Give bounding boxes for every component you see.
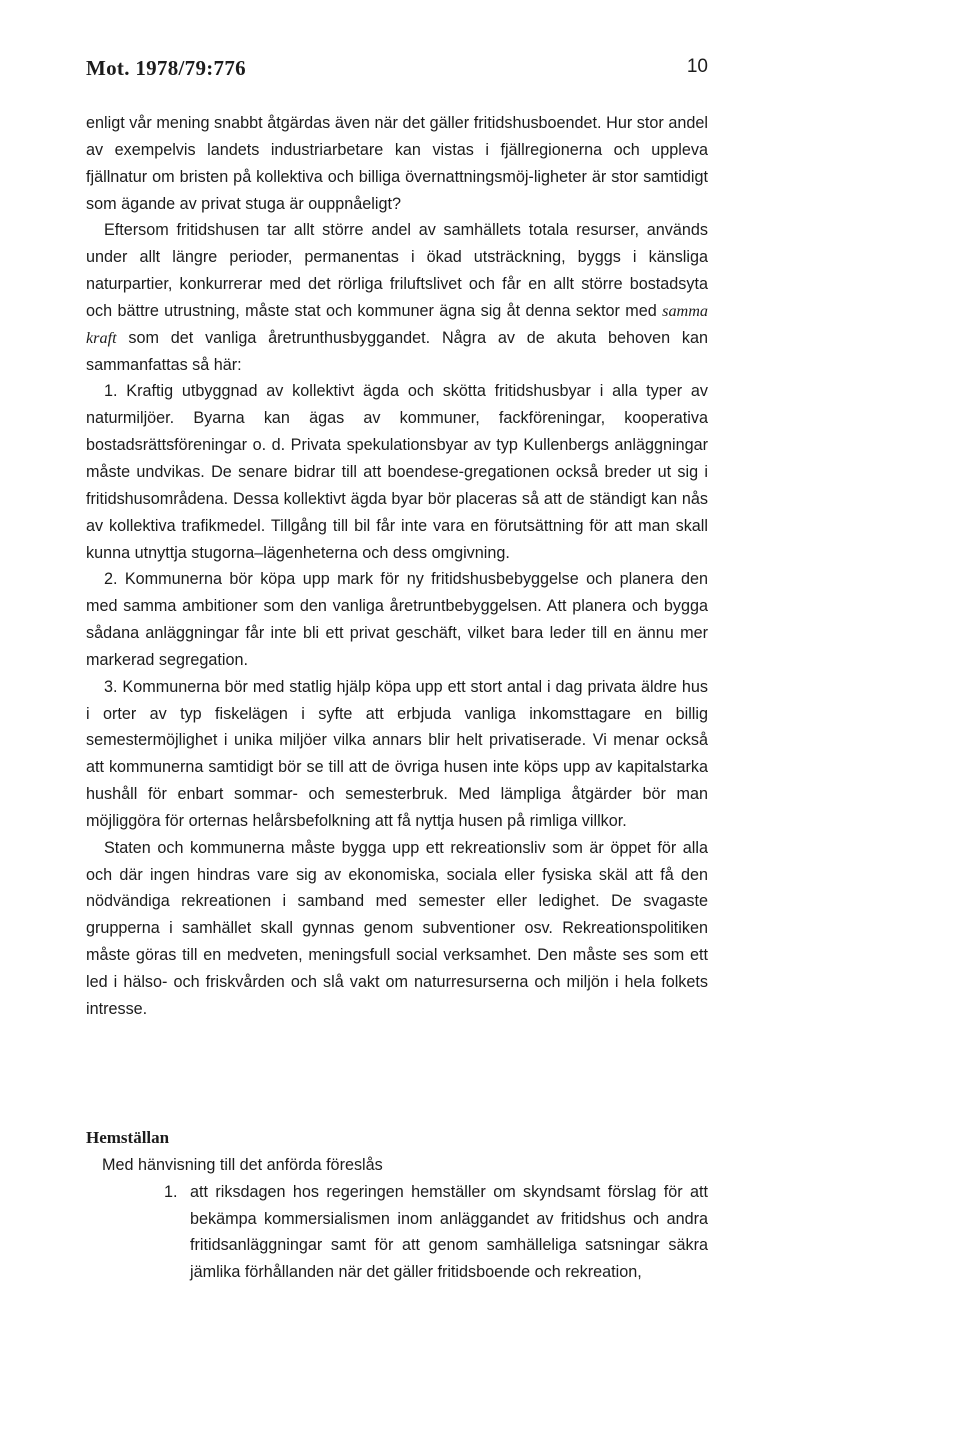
request-item-number: 1. xyxy=(164,1182,178,1201)
page-number: 10 xyxy=(686,56,708,77)
emphasis-samma-kraft: samma kraft xyxy=(86,301,709,347)
section-heading: Hemställan xyxy=(86,1128,170,1147)
motion-reference: Mot. 1978/79:776 xyxy=(86,56,246,80)
proposal-2: 2. Kommunerna bör köpa upp mark för ny fritidshusbebyggelse och planera den med samma ambitioner som den vanliga åretruntbebyggelsen. Att planera och bygga sådana anläggningar får inte bli ett privat geschäft, vilket bara leder till en ännu mer markerad segregation. xyxy=(86,570,708,669)
proposal-1: 1. Kraftig utbyggnad av kollektivt ägda och skötta fritidshusbyar i alla typer av naturmiljöer. Byarna kan ägas av kommuner, fackföreningar, kooperativa bostadsrättsföreningar o. d. Privata spekulationsbyar av typ Kullenbergs anläggningar måste undvikas. De senare bidrar till att boendese-gregationen också breder ut sig i fritidshusområdena. Dessa kollektivt ägda byar bör placeras så att de ständigt kan nås av kollektiva trafikmedel. Tillgång till bil får inte vara en förutsättning för att man skall kunna utnyttja stugorna–lägenheterna och dess omgivning. xyxy=(86,382,708,562)
paragraph-conclusion: Staten och kommunerna måste bygga upp ett rekreationsliv som är öppet för alla och där ingen hindras vare sig av ekonomiska, sociala eller fysiska skäl att få den nödvändiga rekreationen i samband med semester eller ledighet. De svagaste grupperna i samhället skall gynnas genom subventioner osv. Rekreationspolitiken måste göras till en medveten, meningsfull social verksamhet. Den måste ses som ett led i hälso- och friskvården och slå vakt om naturresurserna och miljön i hela folkets intresse. xyxy=(86,838,708,1018)
motion-body xyxy=(86,110,708,1023)
hemstallan-section xyxy=(86,1125,708,1286)
paragraph-2-text-b: som det vanliga åretrunthusbyggandet. Några av de akuta behoven kan sammanfattas så här: xyxy=(86,328,708,374)
paragraph-2-text-a: Eftersom fritidshusen tar allt större andel av samhällets totala resurser, används under allt längre perioder, permanentas i ökad utsträckning, byggs i känsliga naturpartier, konkurrerar med det rörliga friluftslivet och får en allt större bostadsyta och bättre utrustning, måste stat och kommuner ägna sig åt denna sektor med xyxy=(86,221,708,320)
proposal-3: 3. Kommunerna bör med statlig hjälp köpa upp ett stort antal i dag privata äldre hus i orter av typ fiskelägen i syfte att erbjuda vanliga inkomsttagare en billig semestermöjlighet i unika miljöer vilka annars blir helt privatiserade. Vi menar också att kommunerna samtidigt bör se till att de övriga husen inte köps upp av kapitalstarka hushåll för enbart sommar- och semesterbruk. Med lämpliga åtgärder bör man möjliggöra för orternas helårsbefolkning att få nyttja husen på rimliga villkor. xyxy=(86,677,708,830)
section-intro: Med hänvisning till det anförda föreslås xyxy=(102,1155,383,1174)
paragraph-2 xyxy=(86,217,708,378)
request-item xyxy=(86,1179,708,1286)
request-item-text: att riksdagen hos regeringen hemställer om skyndsamt förslag för att bekämpa kommersialismen inom anläggandet av fritidshus och andra fritidsanläggningar samt för att genom samhälleliga satsningar säkra jämlika förhållanden när det gäller fritidsboende och rekreation, xyxy=(190,1182,708,1282)
paragraph-1: enligt vår mening snabbt åtgärdas även när det gäller fritidshusboendet. Hur stor andel av exempelvis landets industriarbetare kan vistas i fjällregionerna och uppleva fjällnatur om bristen på kollektiva och billiga övernattningsmöj-ligheter är stor samtidigt som ägande av privat stuga är ouppnåeligt? xyxy=(86,114,708,213)
page-header xyxy=(86,56,708,86)
